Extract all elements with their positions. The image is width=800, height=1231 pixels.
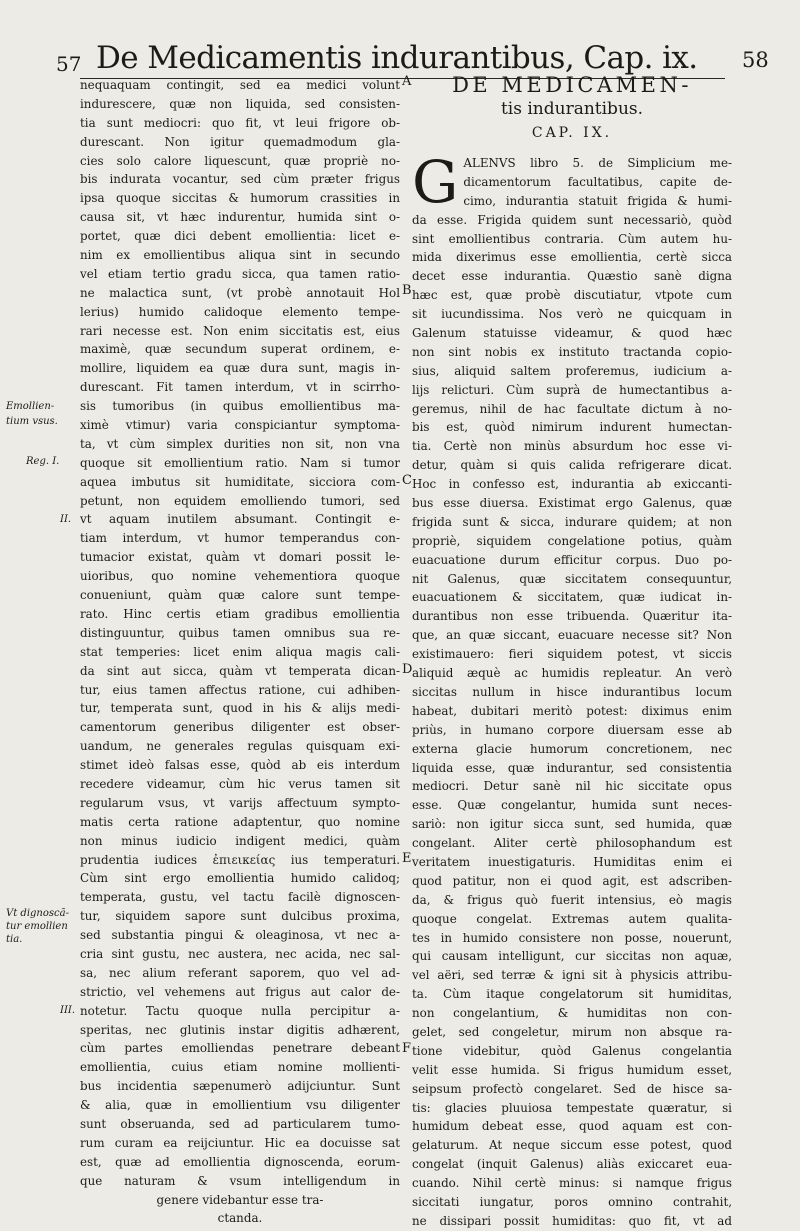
text-line: cimo, indurantia statuit frigida & humi- bbox=[463, 193, 732, 208]
text-line: rari necesse est. Non enim siccitatis est, eius bbox=[80, 323, 400, 338]
text-line: cies solo calore liquescunt, quæ propriè no- bbox=[80, 153, 400, 168]
text-line: lerius) humido calidoque elemento tempe- bbox=[80, 304, 400, 319]
section-letter: B bbox=[402, 283, 412, 298]
text-line: tia sunt mediocri: quo fit, vt leui frigore ob- bbox=[80, 115, 400, 130]
text-line: externa glacie humorum concretionem, nec bbox=[412, 741, 732, 756]
text-line: que naturam & vsum intelligendum in bbox=[80, 1173, 400, 1188]
text-line: da sint aut sicca, quàm vt temperata dican- bbox=[80, 663, 400, 678]
text-line: aliquid æquè ac humidis repleatur. An verò bbox=[412, 666, 732, 681]
text-line: durescant. Fit tamen interdum, vt in scirrho- bbox=[80, 380, 400, 395]
text-line: stat temperies: licet enim aliqua magis cali- bbox=[80, 644, 400, 659]
text-line: bus incidentia sæpenumerò adijciuntur. Sunt bbox=[80, 1079, 400, 1094]
text-line: da, & frigus quò fuerit intensius, eò magis bbox=[412, 892, 732, 907]
text-line: durescant. Non igitur quemadmodum gla- bbox=[80, 134, 400, 149]
text-line: bis indurata vocantur, sed cùm præter frigus bbox=[80, 172, 400, 187]
text-line: nequaquam contingit, sed ea medici volunt bbox=[80, 78, 400, 92]
text-line: sius, aliquid saltem proferemus, iudicium a- bbox=[412, 363, 732, 378]
margin-note: Vt dignoscã- bbox=[6, 908, 69, 919]
text-line: da esse. Frigida quidem sunt necessariò, quòd bbox=[412, 212, 732, 227]
text-line: strictio, vel vehemens aut frigus aut calor de- bbox=[80, 984, 400, 999]
section-letter: A bbox=[402, 74, 412, 89]
text-line: detur, quàm si quis calida refrigerare dicat. bbox=[412, 458, 732, 473]
text-line: speritas, nec glutinis instar digitis adhærent, bbox=[80, 1022, 400, 1037]
section-letter: C bbox=[402, 473, 412, 488]
chapter-subheading: tis indurantibus. bbox=[500, 99, 644, 119]
text-line: lijs relicturi. Cùm suprà de humectantibus a- bbox=[412, 382, 732, 397]
page-number-left: 57 bbox=[56, 52, 82, 76]
text-line: ctanda. bbox=[217, 1211, 263, 1226]
text-line: quoque sit emollientium ratio. Nam si tumor bbox=[80, 455, 400, 470]
running-header bbox=[0, 38, 800, 78]
text-line: ta, vt cùm simplex durities non sit, non vna bbox=[80, 436, 400, 451]
margin-note: III. bbox=[60, 1005, 76, 1016]
text-line: habeat, dubitari meritò potest: diximus enim bbox=[412, 703, 732, 718]
text-line: quoque congelat. Extremas autem qualita- bbox=[412, 911, 732, 926]
text-line: mediocri. Detur sanè nil hic siccitate opus bbox=[412, 779, 732, 794]
text-line: existimauero: fieri siquidem potest, vt siccis bbox=[412, 647, 732, 662]
text-line: durantibus non esse tribuenda. Quæritur ita- bbox=[412, 609, 732, 624]
text-line: euacuationem & siccitatem, quæ iudicat in- bbox=[412, 590, 732, 605]
text-line: aquea imbutus sit humiditate, sicciora com- bbox=[80, 474, 400, 489]
text-line: humidum debeat esse, quod aquam est con- bbox=[412, 1119, 732, 1134]
text-line: indurescere, quæ non liquida, sed consisten- bbox=[80, 96, 400, 111]
text-line: quod patitur, non ei quod agit, est adscriben- bbox=[412, 873, 732, 888]
text-line: Galenum statuisse videamur, & quod hæc bbox=[412, 326, 732, 341]
text-line: conueniunt, quàm quæ calore sunt tempe- bbox=[80, 588, 400, 603]
section-letter: E bbox=[402, 851, 412, 866]
text-line: genere videbantur esse tra- bbox=[156, 1192, 324, 1207]
text-line: cria sint gustu, nec austera, nec acida, nec sal- bbox=[80, 946, 400, 961]
text-line: sa, nec alium referant saporem, quo vel ad- bbox=[80, 965, 400, 980]
text-line: geremus, nihil de hac facultate dictum à no- bbox=[412, 401, 732, 416]
text-line: uandum, ne generales regulas quisquam exi- bbox=[80, 739, 400, 754]
text-line: stimet ideò falsas esse, quòd ab eis interdum bbox=[80, 758, 400, 773]
text-line: tur, temperata sunt, quod in his & alijs medi- bbox=[80, 701, 400, 716]
text-line: non minus iudicio indigent medici, quàm bbox=[80, 833, 400, 848]
text-line: tia. Certè non minùs absurdum hoc esse vi- bbox=[412, 439, 732, 454]
text-line: rum curam ea reijciuntur. Hic ea docuisse sat bbox=[80, 1135, 400, 1150]
text-line: ALENVS libro 5. de Simplicium me- bbox=[463, 156, 732, 170]
text-line: tumacior existat, quàm vt domari possit le- bbox=[80, 550, 400, 565]
text-line: tur, siquidem sapore sunt dulcibus proxima, bbox=[80, 909, 400, 924]
text-line: ipsa quoque siccitas & humorum crassities in bbox=[80, 191, 400, 206]
margin-note: Emollien- bbox=[6, 401, 55, 412]
right-text-column bbox=[412, 73, 732, 1231]
text-line: matis certa ratione adaptentur, quo nomine bbox=[80, 814, 400, 829]
text-line: mida dixerimus esse emollientia, certè sicca bbox=[412, 250, 732, 265]
text-line: prudentia iudices ἐπιεικείας ius temperaturi. bbox=[80, 852, 400, 867]
text-line: tiam interdum, vt humor temperandus con- bbox=[80, 531, 400, 546]
text-line: cùm partes emolliendas penetrare debeant bbox=[80, 1041, 400, 1056]
text-line: Cùm sint ergo emollientia humido calidoq; bbox=[80, 871, 400, 886]
text-line: ximè vtimur) varia conspiciantur symptoma- bbox=[80, 418, 400, 433]
text-line: bis est, quòd nimirum indurent humectan- bbox=[412, 420, 732, 435]
text-line: sunt obseruanda, sed ad particularem tumo- bbox=[80, 1116, 400, 1131]
text-line: emollientia, cuius etiam nomine mollienti- bbox=[80, 1060, 400, 1075]
text-line: portet, quæ dici debent emollientia: licet e- bbox=[80, 229, 400, 244]
text-line: notetur. Tactu quoque nulla percipitur a- bbox=[80, 1003, 400, 1018]
text-line: Hoc in confesso est, indurantia ab exiccanti- bbox=[412, 477, 732, 492]
margin-note: Reg. I. bbox=[26, 456, 60, 467]
text-line: mollire, liquidem ea quæ dura sunt, magis in- bbox=[80, 361, 400, 376]
text-line: congelat (inquit Galenus) aliàs exiccaret eua- bbox=[412, 1157, 732, 1172]
chapter-heading: DE MEDICAMEN- bbox=[452, 73, 692, 97]
left-text-column bbox=[80, 76, 400, 1228]
drop-cap: G bbox=[412, 148, 459, 216]
text-line: gelaturum. At neque siccum esse potest, quod bbox=[412, 1138, 732, 1153]
running-title: De Medicamentis indurantibus, Cap. ix. bbox=[96, 40, 698, 76]
text-line: camentorum generibus diligenter est obser- bbox=[80, 720, 400, 735]
section-letter: D bbox=[402, 662, 413, 677]
text-line: gelet, sed congeletur, mirum non absque ra- bbox=[412, 1024, 732, 1039]
text-line: sint emollientibus contraria. Cùm autem hu- bbox=[412, 231, 732, 246]
margin-note: tia. bbox=[6, 934, 23, 945]
margin-note: tur emollien bbox=[6, 921, 68, 932]
text-line: seipsum profectò congelaret. Sed de hisce sa- bbox=[412, 1081, 732, 1096]
text-line: propriè, siquidem congelatione potius, quàm bbox=[412, 533, 732, 548]
text-line: non congelantium, & humiditas non con- bbox=[412, 1006, 732, 1021]
text-line: petunt, non equidem emolliendo tumori, sed bbox=[80, 493, 400, 508]
text-line: priùs, in humano corpore diuersam esse ab bbox=[412, 722, 732, 737]
text-line: ta. Cùm itaque congelatorum sit humiditas, bbox=[412, 987, 732, 1002]
text-line: est, quæ ad emollientia dignoscenda, eorum- bbox=[80, 1154, 400, 1169]
text-line: ne dissipari possit humiditas: quo fit, vt ad bbox=[412, 1213, 732, 1228]
text-line: esse. Quæ congelantur, humida sunt neces- bbox=[412, 798, 732, 813]
text-line: cuando. Nihil certè minus: si namque frigus bbox=[412, 1176, 732, 1191]
text-line: tes in humido consistere non posse, nouerunt, bbox=[412, 930, 732, 945]
text-line: dicamentorum facultatibus, capite de- bbox=[463, 174, 732, 189]
text-line: qui causam intelligunt, cur siccitas non aquæ, bbox=[412, 949, 732, 964]
text-line: regularum vsus, vt varijs affectuum sympto- bbox=[80, 795, 400, 810]
text-line: sis tumoribus (in quibus emollientibus ma- bbox=[80, 399, 400, 414]
text-line: siccitati iungatur, poros omnino contrahit, bbox=[412, 1194, 732, 1209]
text-line: tione videbitur, quòd Galenus congelantia bbox=[412, 1043, 732, 1058]
text-line: congelant. Aliter certè philosophandum est bbox=[412, 836, 732, 851]
text-line: nim ex emollientibus aliqua sint in secundo bbox=[80, 248, 400, 263]
text-line: ne malactica sunt, (vt probè annotauit Hol bbox=[80, 285, 400, 300]
text-line: sariò: non igitur sicca sunt, sed humida, quæ bbox=[412, 817, 732, 832]
text-line: veritatem inuestigaturis. Humiditas enim ei bbox=[412, 854, 732, 869]
text-line: nit Galenus, quæ siccitatem consequuntur, bbox=[412, 571, 732, 586]
text-line: que, an quæ siccant, euacuare necesse sit? Non bbox=[412, 628, 732, 643]
text-line: euacuatione durum efficitur corpus. Duo po- bbox=[412, 552, 732, 567]
text-line: maximè, quæ secundum superat ordinem, e- bbox=[80, 342, 400, 357]
opening-paragraph bbox=[412, 148, 732, 216]
text-line: tis: glacies pluuiosa tempestate quæratur, si bbox=[412, 1100, 732, 1115]
text-line: velit esse humida. Si frigus humidum esset, bbox=[412, 1062, 732, 1077]
chapter-number: CAP. IX. bbox=[531, 125, 613, 141]
text-line: liquida esse, quæ indurantur, sed consistentia bbox=[412, 760, 732, 775]
text-line: temperata, gustu, vel tactu facilè dignoscen- bbox=[80, 890, 400, 905]
page-number-right: 58 bbox=[742, 48, 769, 72]
text-line: frigida sunt & sicca, indurare quidem; at non bbox=[412, 514, 732, 529]
text-line: non sint nobis ex instituto tractanda copio- bbox=[412, 344, 732, 359]
section-letter: F bbox=[402, 1041, 412, 1056]
margin-note: tium vsus. bbox=[6, 416, 58, 427]
margin-note: II. bbox=[60, 514, 72, 525]
text-line: vel aëri, sed terræ & igni sit à physicis attribu- bbox=[412, 968, 732, 983]
text-line: & alia, quæ in emollientium vsu diligenter bbox=[80, 1098, 400, 1113]
text-line: siccitas nullum in hisce indurantibus locum bbox=[412, 684, 732, 699]
text-line: uioribus, quo nomine vehementiora quoque bbox=[80, 569, 400, 584]
text-line: hæc est, quæ probè discutiatur, vtpote cum bbox=[412, 288, 732, 303]
text-line: vel etiam tertio gradu sicca, qua tamen ratio- bbox=[80, 266, 400, 281]
text-line: sed substantia pingui & oleaginosa, vt nec a- bbox=[80, 928, 400, 943]
text-line: vt aquam inutilem absumant. Contingit e- bbox=[80, 512, 400, 527]
text-line: decet esse indurantia. Quæstio sanè digna bbox=[412, 269, 732, 284]
text-line: sit iucundissima. Nos verò ne quicquam in bbox=[412, 307, 732, 322]
text-line: tur, eius tamen affectus ratione, cui adhiben- bbox=[80, 682, 400, 697]
text-line: rato. Hinc certis etiam gradibus emollientia bbox=[80, 606, 400, 621]
text-line: causa sit, vt hæc indurentur, humida sint o- bbox=[80, 210, 400, 225]
text-line: distinguuntur, quibus tamen omnibus sua re- bbox=[80, 625, 400, 640]
text-line: bus esse diuersa. Existimat ergo Galenus, quæ bbox=[412, 496, 732, 511]
text-line: recedere videamur, cùm hic verus tamen sit bbox=[80, 776, 400, 791]
